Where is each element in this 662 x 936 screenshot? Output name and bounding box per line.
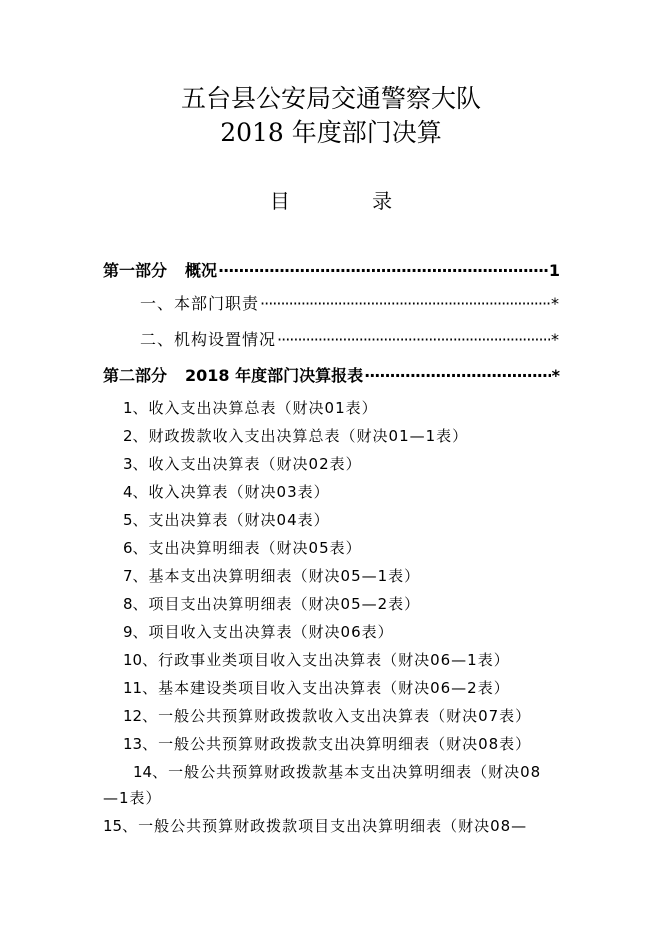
toc-item-label: 一、本部门职责 <box>140 294 260 313</box>
toc-table-item-continued[interactable]: —1表） <box>103 789 162 807</box>
toc-part1[interactable] <box>103 260 560 282</box>
toc-table-item[interactable]: 12、一般公共预算财政拨款收入支出决算表（财决07表） <box>123 707 532 725</box>
toc-item-page: * <box>551 330 560 349</box>
toc-table-item[interactable]: 15、一般公共预算财政拨款项目支出决算明细表（财决08— <box>103 817 528 835</box>
toc-part2-page: * <box>551 366 560 385</box>
toc-leader-dots <box>218 260 548 282</box>
toc-table-item[interactable]: 14、一般公共预算财政拨款基本支出决算明细表（财决08 <box>133 763 542 781</box>
toc-table-item[interactable]: 11、基本建设类项目收入支出决算表（财决06—2表） <box>123 679 510 697</box>
document-title: 五台县公安局交通警察大队 <box>180 84 481 113</box>
toc-table-item[interactable]: 8、项目支出决算明细表（财决05—2表） <box>123 595 421 613</box>
toc-table-item[interactable]: 9、项目收入支出决算表（财决06表） <box>123 623 394 641</box>
toc-heading: 目 录 <box>269 189 431 213</box>
toc-leader-dots <box>260 293 550 315</box>
toc-part1-page: 1 <box>548 261 560 280</box>
toc-item-duties[interactable] <box>140 293 560 315</box>
toc-table-item[interactable]: 7、基本支出决算明细表（财决05—1表） <box>123 567 421 585</box>
toc-item-structure[interactable] <box>140 329 560 351</box>
toc-part2-label: 第二部分 <box>103 366 168 385</box>
toc-item-page: * <box>551 294 560 313</box>
toc-leader-dots <box>277 329 550 351</box>
toc-leader-dots <box>364 365 551 387</box>
toc-table-item[interactable]: 3、收入支出决算表（财决02表） <box>123 455 362 473</box>
toc-table-item[interactable]: 1、收入支出决算总表（财决01表） <box>123 399 378 417</box>
toc-item-label: 二、机构设置情况 <box>140 330 277 349</box>
toc-part2[interactable] <box>103 365 560 387</box>
toc-table-item[interactable]: 5、支出决算表（财决04表） <box>123 511 330 529</box>
toc-part2-name: 2018 年度部门决算报表 <box>185 366 364 385</box>
toc-table-item[interactable]: 6、支出决算明细表（财决05表） <box>123 539 362 557</box>
toc-part1-name: 概况 <box>185 261 218 280</box>
toc-table-item[interactable]: 4、收入决算表（财决03表） <box>123 483 330 501</box>
toc-table-item[interactable]: 2、财政拨款收入支出决算总表（财决01—1表） <box>123 427 469 445</box>
toc-part1-label: 第一部分 <box>103 261 168 280</box>
document-subtitle: 2018 年度部门决算 <box>220 118 442 147</box>
toc-table-item[interactable]: 13、一般公共预算财政拨款支出决算明细表（财决08表） <box>123 735 532 753</box>
toc-table-item[interactable]: 10、行政事业类项目收入支出决算表（财决06—1表） <box>123 651 510 669</box>
